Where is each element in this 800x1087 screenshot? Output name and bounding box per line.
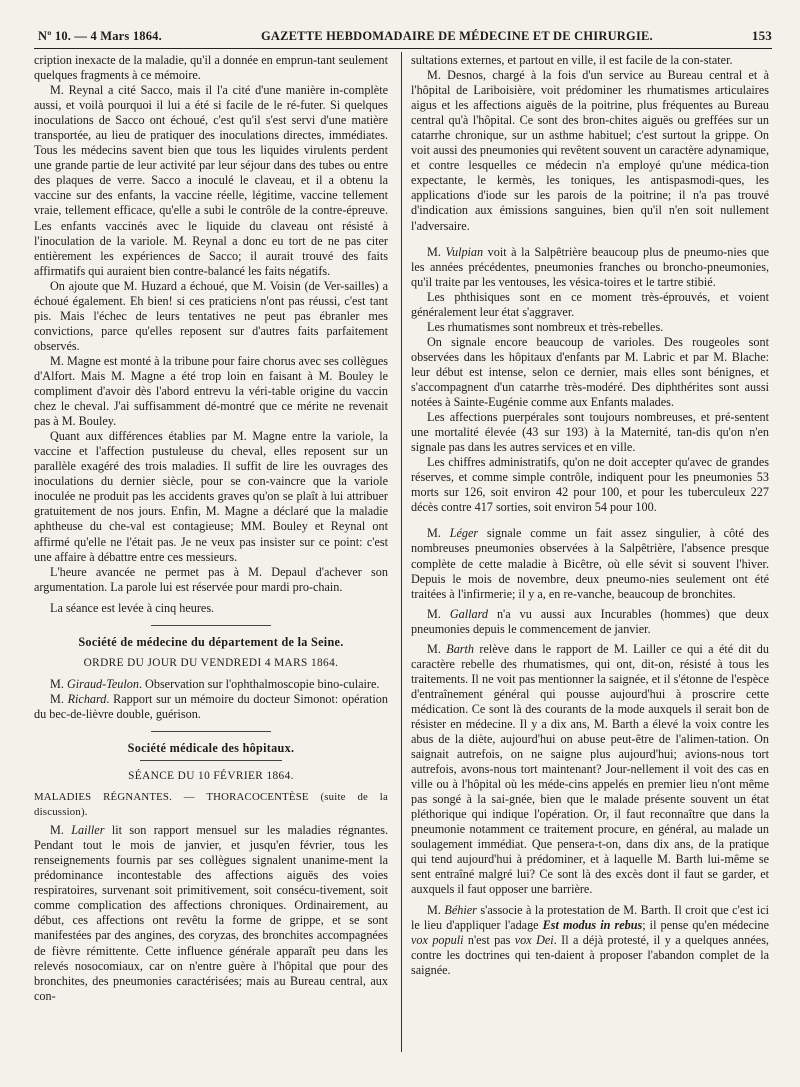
section-title: Société de médecine du département de la Seine. [78,634,344,649]
paragraph: M. Reynal a cité Sacco, mais il l'a cité d'une manière in-complète aussi, et voilà pourquoi il lui a été si facile de le ré-futer. Si quelques inoculations de Sacco ont échoué, c'est qu'il s'est servi d'une matière transportée, au lieu de pratiquer des inoculations directes, immédiates. Tous les médecins savent bien que tous les liquides virulents perdent une grande partie de leur activité par leur séjour dans des tubes ou entre des plaques de verre. Sacco a inoculé le claveau, et il a obtenu la vaccine sur des enfants, la vaccine réelle, légitime, vaccine tellement vraie, tellement efficace, qu'elle a subi le contrôle de la contre-épreuve. Les enfants vaccinés avec le liquide du claveau ont résisté à l'inoculation de la variole. M. Reynal a donc eu tort de ne pas citer entièrement les expériences de Sacco; il aurait trouvé des faits affirmatifs qui auraient bien contre-balancé les faits négatifs. [34,83,388,278]
agenda-item: M. Giraud-Teulon. Observation sur l'ophthalmoscopie bino-culaire. [50,676,380,691]
paragraph: L'heure avancée ne permet pas à M. Depaul d'achever son argumentation. La parole lui est réservée pour mardi pro-chain. [34,564,388,594]
right-column [411,53,769,978]
section-title: Société médicale des hôpitaux. [127,740,295,755]
paragraph: M. Barth relève dans le rapport de M. Lailler ce qui a été dit du caractère rebelle des rhumatismes, qui ont, dit-on, résisté à tous les traitements. Il ne voit pas mentionner la saignée, et il s'étonne de l'espèce d'entraînement général qui pousse aujourd'hui à proscrire cette médication. Ce sont là des courants de la mode auxquels il serait bon de résister en médecine. Il y a dix ans, M. Barth a élevé la voix contre les abus de la diète, aujourd'hui on abuse peut-être de l'alimen-tation. On saignait autrefois, on ne saigne plus aujourd'hui; avions-nous tort autrefois, avons-nous tort maintenant? Jour-nellement il voit des cas en ville ou à l'hôpital où les méde-cins appelés en premier lieu n'ont même pas songé à la sai-gnée, bien que le malade présente souvent un état pléthorique qui indique l'opération. Or, il faut reconnaître que dans la pneumonie notamment ce traitement procure, en général, au malade un soulagement immédiat. Que pensera-t-on, dans dix ans, de la pratique qui tend aujourd'hui à prédominer, et à laquelle M. Barth lui-même se sent entraîné malgré lui? Ce sont là des excès dont il faut se garder, et auxquels il faut opposer une barrière. [411,641,769,897]
paragraph: M. Béhier s'associe à la protestation de M. Barth. Il croit que c'est ici le lieu d'appliquer l'adage Est modus in rebus; il pense qu'en médecine vox populi n'est pas vox Dei. Il a déjà protesté, il y a quelques années, contre les doctrines qui ten-daient à proposer l'abandon complet de la saignée. [411,902,769,977]
journal-title: GAZETTE HEBDOMADAIRE DE MÉDECINE ET DE CHIRURGIE. [260,29,653,43]
paragraph: M. Lailler lit son rapport mensuel sur les maladies régnantes. Pendant tout le mois de janvier, et jusqu'en février, tous les renseignements fournis par ses collègues signalent unanime-ment la prédominance incontestable des affections aiguës des voies respiratoires, survenant soit primitivement, soit consécu-tivement, soit comme complication des affections chroniques. Ordinairement, au début, ces affections ont revêtu la forme de grippe, et se sont manifestées par des angines, des coryzas, des bronchites accompagnées de fièvre rémittente. Cette influence générale apparaît peu dans les relevés nosocomiaux, car on n'entre guère à l'hôpital que pour des bronchites, des pneumonies caractérisées; mais au Bureau central, aux con- [34,823,388,1003]
speaker-name: Barth [446,641,475,656]
paragraph: M. Vulpian voit à la Salpêtrière beaucoup plus de pneumo-nies que les années précédentes, pneumonies franches ou broncho-pneumonies, qu'il traite par les ventouses, les vésica-toires et le tartre stibié. [411,244,769,289]
paragraph: Les affections puerpérales sont toujours nombreuses, et pré-sentent une mortalité élevée (43 sur 193) à la Maternité, tan-dis qu'on n'en signale pas dans les autres services et en ville. [411,410,769,455]
paragraph: M. Desnos, chargé à la fois d'un service au Bureau central et à l'hôpital de Lariboisière, voit prédominer les rhumatismes articulaires aigus et les affections aiguës de la poitrine, plus fréquentes au Bureau central qu'à l'hôpital. Ce sont des bron-chites aiguës ou greffées sur un catarrhe chronique, sur un asthme habituel; c'est surtout la grippe. On voit aussi des pneumonies qui revêtent souvent un caractère adynamique, et contre lesquelles ce médecin n'a employé qu'une médica-tion expectante, le kermès, les toniques, les antispasmodi-ques, les applications d'iode sur les parois de la poitrine; il n'a pas trouvé d'indication aux émissions sanguines, bien qu'il n'en soit nullement l'adversaire. [411,68,769,233]
page-number: 153 [751,28,772,43]
paragraph: Les chiffres administratifs, qu'on ne doit accepter qu'avec de grandes réserves, et comme simple contrôle, indiquent pour les pneumonies 53 morts sur 126, soit environ 42 pour 100, et pour les tuberculeux 227 décès contre 417 sorties, soit environ 54 pour 100. [411,455,769,515]
section-separator [151,625,271,626]
header-rule [34,48,772,49]
latin-adage: Est modus in rebus [542,917,643,932]
section-separator [151,731,271,732]
speaker-name: Giraud-Teulon [66,676,139,691]
paragraph: Quant aux différences établies par M. Magne entre la variole, la vaccine et l'affection pustuleuse du cheval, elles reposent sur un parallèle exagéré des trois maladies. Il suffit de lire les ouvrages des inoculations du dernier siècle, pour se con-vaincre que la variole inoculée ne produit pas les accidents graves qu'on se plaît à lui attribuer gratuitement de nos jours. Enfin, M. Magne a déclaré que la maladie aphtheuse du che-val est contagieuse; MM. Bouley et Reynal ont affirmé qu'elle ne l'était pas. Je ne veux pas insister sur ce point: c'est une affaire à débattre entre ces messieurs. [34,429,388,564]
speaker-name: Vulpian [445,244,484,259]
left-column [34,53,388,1004]
agenda-item: M. Richard. Rapport sur un mémoire du docteur Simonot: opération du bec-de-lièvre double, guérison. [34,691,388,721]
paragraph: La séance est levée à cinq heures. [50,600,215,615]
section-subtitle: ORDRE DU JOUR DU VENDREDI 4 MARS 1864. [83,656,339,669]
speaker-name: Béhier [444,902,477,917]
paragraph: On ajoute que M. Huzard a échoué, que M. Voisin (de Ver-sailles) a échoué également. Eh bien! si ces praticiens n'ont pas réussi, c'est tant pis. Mais l'échec de leurs tentatives ne peut pas ébranler mes convictions, parce qu'elles reposent sur d'autres faits parfaitement observés. [34,278,388,353]
paragraph: sultations externes, et partout en ville, il est facile de la con-stater. [411,53,733,67]
paragraph: Les phthisiques sont en ce moment très-éprouvés, et voient généralement leur état s'aggraver. [411,289,769,319]
speaker-name: Richard [67,691,107,706]
paragraph: M. Léger signale comme un fait assez singulier, à côté des nombreuses pneumonies observées à la Salpêtrière, l'absence presque complète de cette maladie à Bicêtre, où elle sévit si souvent l'hiver. Depuis le mois de novembre, deux pneumo-nies seulement ont été traitées à l'infirmerie; il y a, en re-vanche, beaucoup de bronchites. [411,526,769,601]
title-rule [140,760,282,761]
paragraph: Les rhumatismes sont nombreux et très-rebelles. [427,319,664,334]
paragraph: cription inexacte de la maladie, qu'il a donnée en emprun-tant seulement quelques fragments à ce mémoire. [34,53,388,83]
paragraph: M. Gallard n'a vu aussi aux Incurables (hommes) que deux pneumonies depuis le commencement de janvier. [411,606,769,636]
latin-phrase: vox populi [411,932,464,947]
paragraph: M. Magne est monté à la tribune pour faire chorus avec ses collègues d'Alfort. Mais M. Magne a été trop loin en faisant à M. Bouley le compliment d'avoir dès l'abord entrevu la véri-table origine du vaccin chez le cheval. J'ai suffisamment dé-montré que ce mérite ne revenait pas à M. Bouley. [34,353,388,429]
speaker-name: Gallard [449,606,488,621]
paragraph: On signale encore beaucoup de varioles. Des rougeoles sont observées dans les hôpitaux d'enfants par M. Labric et par M. Blache: leur début est intense, selon ce dernier, mais elles sont bénignes, et s'accompagnent d'un catarrhe très-modéré. Des diphthérites sont aussi notées à Sainte-Eugénie comme aux Enfants malades. [411,334,769,410]
discussion-topic: MALADIES RÉGNANTES. — THORACOCENTÈSE (suite de la discussion). [34,791,388,819]
column-divider [401,52,402,1052]
latin-phrase: vox Dei [514,932,554,947]
section-subtitle: SÉANCE DU 10 FÉVRIER 1864. [128,770,294,783]
issue-number: Nº 10. — 4 Mars 1864. [38,29,162,43]
running-header [38,26,772,44]
speaker-name: Léger [449,526,479,541]
speaker-name: Lailler [71,823,105,838]
